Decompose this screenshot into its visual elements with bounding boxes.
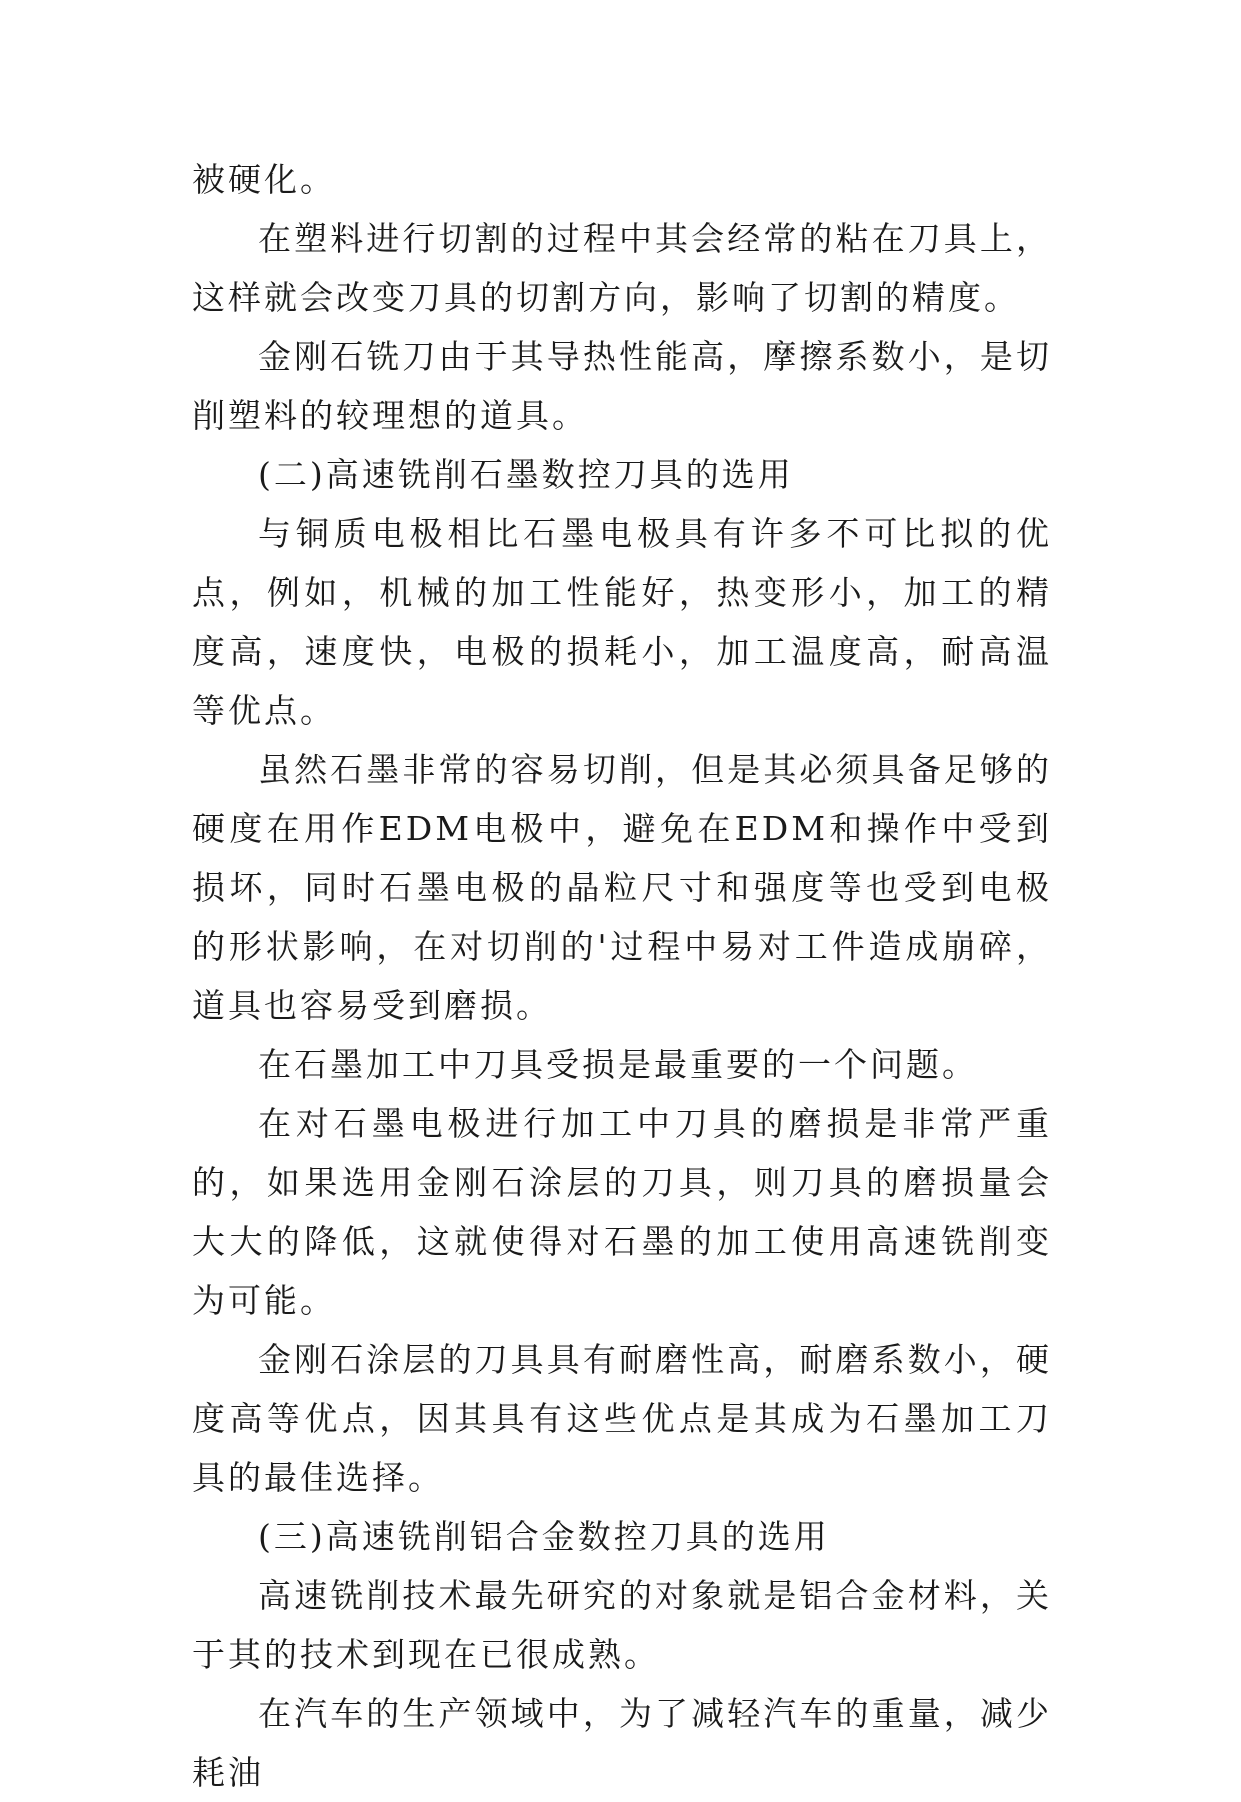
section-heading: (二)高速铣削石墨数控刀具的选用 xyxy=(258,455,794,494)
paragraph: 金刚石铣刀由于其导热性能高，摩擦系数小，是切削塑料的较理想的道具。 xyxy=(192,337,1052,435)
paragraph: 在汽车的生产领域中，为了减轻汽车的重量，减少耗油 xyxy=(192,1694,1052,1792)
paragraph: 在对石墨电极进行加工中刀具的磨损是非常严重的，如果选用金刚石涂层的刀具，则刀具的磨损量会大大的降低，这就使得对石墨的加工使用高速铣削变为可能。 xyxy=(192,1104,1052,1320)
paragraph: 在塑料进行切割的过程中其会经常的粘在刀具上，这样就会改变刀具的切割方向，影响了切割的精度。 xyxy=(192,219,1052,317)
paragraph: 与铜质电极相比石墨电极具有许多不可比拟的优点，例如，机械的加工性能好，热变形小，加工的精度高，速度快，电极的损耗小，加工温度高，耐高温等优点。 xyxy=(192,514,1052,730)
paragraph: 在石墨加工中刀具受损是最重要的一个问题。 xyxy=(258,1045,978,1084)
document-body xyxy=(192,150,1052,1802)
paragraph: 高速铣削技术最先研究的对象就是铝合金材料，关于其的技术到现在已很成熟。 xyxy=(192,1576,1052,1674)
paragraph: 虽然石墨非常的容易切削，但是其必须具备足够的硬度在用作EDM电极中，避免在EDM和操作中受到损坏，同时石墨电极的晶粒尺寸和强度等也受到电极的形状影响，在对切削的'过程中易对工件造成崩碎，道具也容易受到磨损。 xyxy=(192,750,1052,1025)
section-heading: (三)高速铣削铝合金数控刀具的选用 xyxy=(258,1517,830,1556)
paragraph: 金刚石涂层的刀具具有耐磨性高，耐磨系数小，硬度高等优点，因其具有这些优点是其成为石墨加工刀具的最佳选择。 xyxy=(192,1340,1052,1497)
paragraph: 被硬化。 xyxy=(192,160,336,199)
